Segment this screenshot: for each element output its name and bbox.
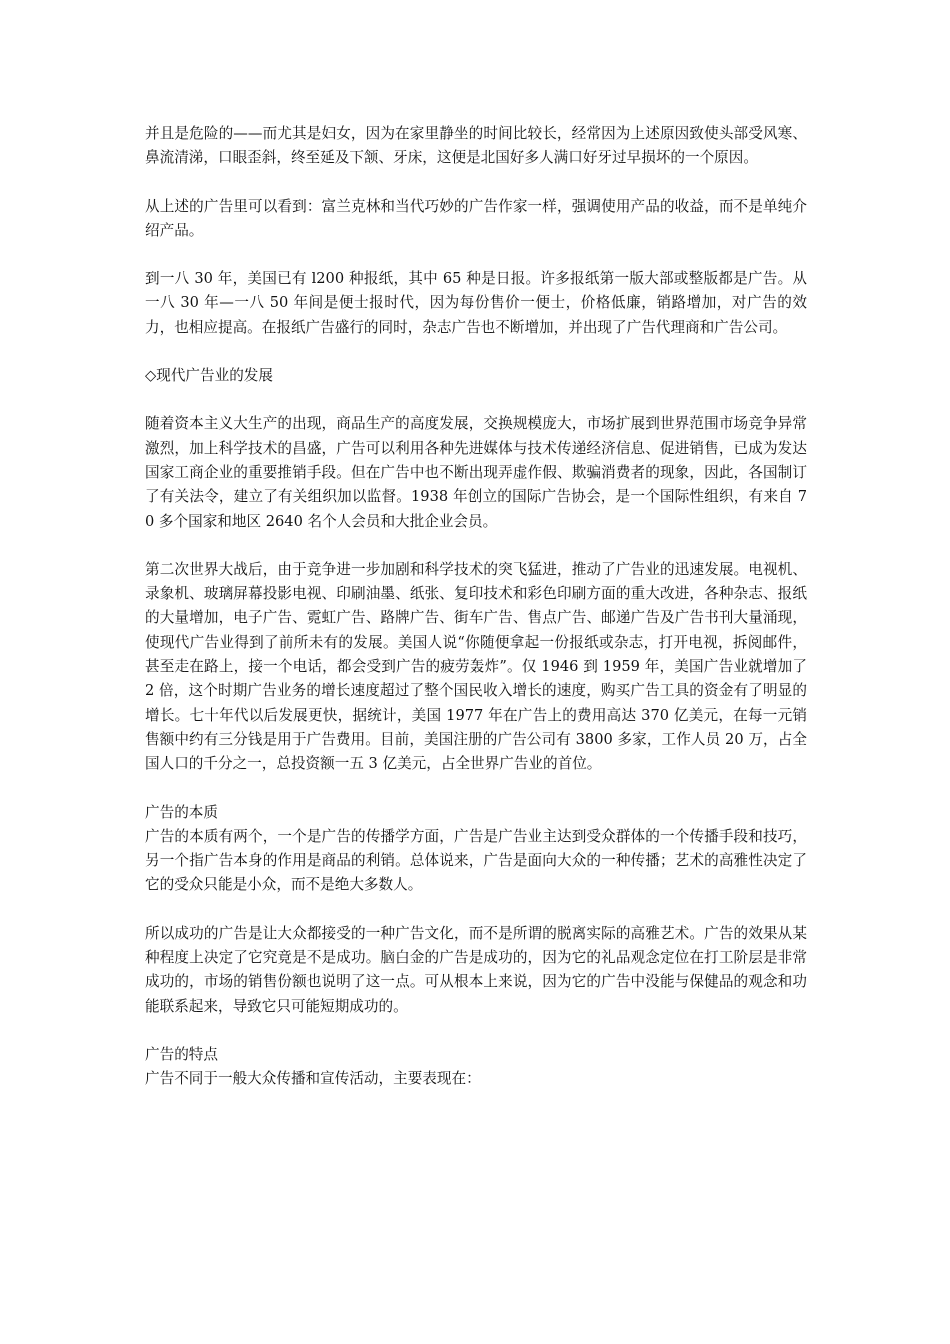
paragraph-successful-ads: 所以成功的广告是让大众都接受的一种广告文化，而不是所谓的脱离实际的高雅艺术。广告的效果从某种程度上决定了它究竟是不是成功。脑白金的广告是成功的，因为它的礼品观念定位在打工阶层是非常成功的，市场的销售份额也说明了这一点。可从根本上来说，因为它的广告中没能与保健品的观念和功能联系起来，导致它只可能短期成功的。 [145, 924, 807, 1015]
section-heading-modern-advertising: ◇现代广告业的发展 [145, 367, 273, 385]
paragraph-franklin-ads: 从上述的广告里可以看到：富兰克林和当代巧妙的广告作家一样，强调使用产品的收益，而不是单纯介绍产品。 [145, 197, 807, 239]
paragraph-features: 广告不同于一般大众传播和宣传活动，主要表现在： [145, 1070, 481, 1088]
section-heading-features: 广告的特点 [145, 1045, 218, 1063]
paragraph-capitalism-advertising: 随着资本主义大生产的出现，商品生产的高度发展，交换规模庞大，市场扩展到世界范围市场竞争异常激烈，加上科学技术的昌盛，广告可以利用各种先进媒体与技术传递经济信息、促进销售，已成为发达国家工商企业的重要推销手段。但在广告中也不断出现弄虚作假、欺骗消费者的现象，因此，各国制订了有关法令，建立了有关组织加以监督。1938 年创立的国际广告协会，是一个国际性组织，有来自 70 多个国家和地区 2640 名个人会员和大批企业会员。 [145, 415, 807, 530]
paragraph-post-war-growth: 第二次世界大战后，由于竞争进一步加剧和科学技术的突飞猛进，推动了广告业的迅速发展。电视机、录象机、玻璃屏幕投影电视、印刷油墨、纸张、复印技术和彩色印刷方面的重大改进，各种杂志、报纸的大量增加，电子广告、霓虹广告、路牌广告、街车广告、售点广告、邮递广告及广告书刊大量涌现，使现代广告业得到了前所未有的发展。美国人说“你随便拿起一份报纸或杂志，打开电视，拆阅邮件，甚至走在路上，接一个电话，都会受到广告的疲劳轰炸”。仅 1946 到 1959 年，美国广告业就增加了 2 倍，这个时期广告业务的增长速度超过了整个国民收入增长的速度，购买广告工具的资金有了明显的增长。七十年代以后发展更快，据统计，美国 1977 年在广告上的费用高达 370 亿美元，在每一元销售额中约有三分钱是用于广告费用。目前，美国注册的广告公司有 3800 多家，工作人员 20 万，占全国人口的千分之一，总投资额一五 3 亿美元，占全世界广告业的首位。 [145, 560, 807, 773]
paragraph-essence: 广告的本质有两个，一个是广告的传播学方面，广告是广告业主达到受众群体的一个传播手段和技巧，另一个指广告本身的作用是商品的利销。总体说来，广告是面向大众的一种传播；艺术的高雅性决定了它的受众只能是小众，而不是绝大多数人。 [145, 827, 807, 894]
paragraph-newspapers-1830: 到一八 30 年，美国已有 l200 种报纸，其中 65 种是日报。许多报纸第一版大部或整版都是广告。从一八 30 年—一八 50 年间是便士报时代，因为每份售价一便士，价格低廉，销路增加，对广告的效力，也相应提高。在报纸广告盛行的同时，杂志广告也不断增加，并出现了广告代理商和广告公司。 [145, 270, 807, 336]
section-heading-essence: 广告的本质 [145, 803, 218, 821]
document-page [145, 122, 807, 1092]
paragraph-women-health: 并且是危险的——而尤其是妇女，因为在家里静坐的时间比较长，经常因为上述原因致使头部受风寒、鼻流清涕，口眼歪斜，终至延及下颔、牙床，这便是北国好多人满口好牙过早损坏的一个原因。 [145, 125, 807, 167]
